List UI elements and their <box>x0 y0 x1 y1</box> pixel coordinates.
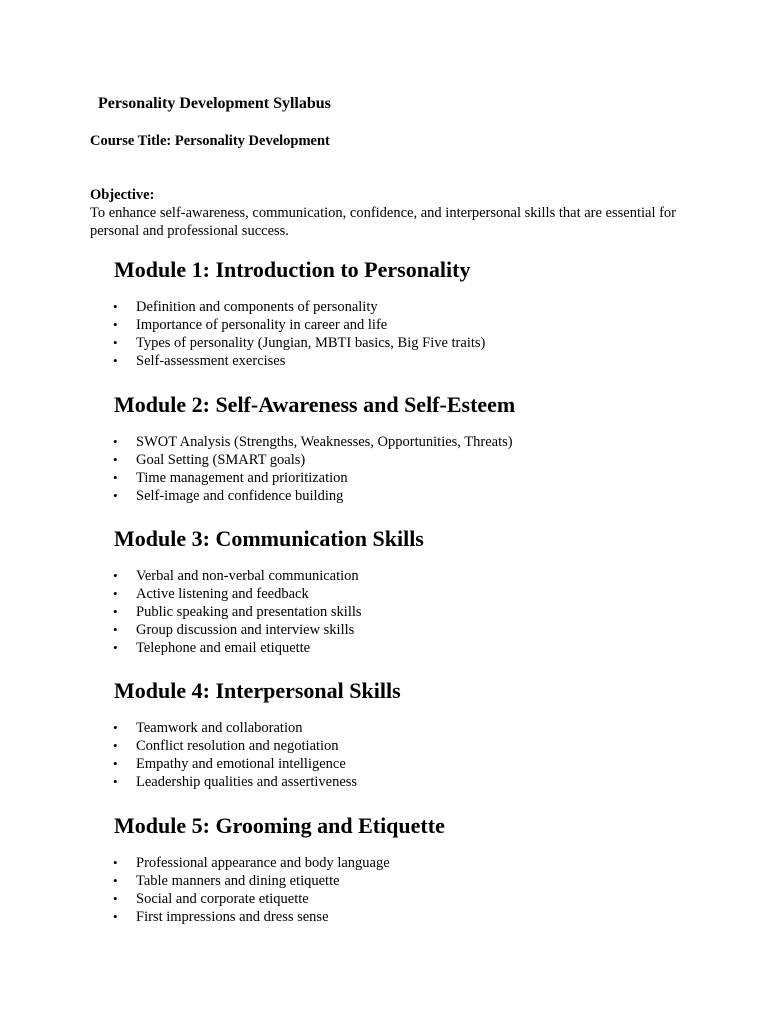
bullet-icon: • <box>113 604 118 619</box>
list-item-text: Social and corporate etiquette <box>136 891 309 907</box>
bullet-icon: • <box>113 855 118 870</box>
list-item-text: Telephone and email etiquette <box>136 640 311 656</box>
list-item <box>114 890 734 908</box>
bullet-icon: • <box>113 335 118 350</box>
list-item-text: Self-assessment exercises <box>136 353 286 369</box>
list-item-text: Public speaking and presentation skills <box>136 604 362 620</box>
list-item-text: Self-image and confidence building <box>136 488 344 504</box>
bullet-icon: • <box>113 738 118 753</box>
list-item <box>114 487 734 505</box>
module-item-list <box>114 433 734 505</box>
list-item-text: Importance of personality in career and life <box>136 317 388 333</box>
list-item <box>114 603 734 621</box>
list-item-text: Professional appearance and body language <box>136 855 390 871</box>
list-item-text: Group discussion and interview skills <box>136 622 355 638</box>
list-item <box>114 469 734 487</box>
list-item <box>114 451 734 469</box>
module-item-list <box>114 719 734 791</box>
objective-text: To enhance self-awareness, communication, confidence, and interpersonal skills that are essential for personal and professional success. <box>90 205 677 239</box>
module-heading: Module 4: Interpersonal Skills <box>114 678 401 703</box>
bullet-icon: • <box>113 488 118 503</box>
module-heading: Module 3: Communication Skills <box>114 526 424 551</box>
list-item-text: SWOT Analysis (Strengths, Weaknesses, Opportunities, Threats) <box>136 434 513 450</box>
list-item-text: First impressions and dress sense <box>136 909 329 925</box>
bullet-icon: • <box>113 891 118 906</box>
list-item <box>114 585 734 603</box>
list-item <box>114 755 734 773</box>
module-section <box>114 525 734 657</box>
list-item <box>114 567 734 585</box>
module-heading: Module 1: Introduction to Personality <box>114 257 471 282</box>
module-heading: Module 5: Grooming and Etiquette <box>114 813 445 838</box>
list-item <box>114 737 734 755</box>
bullet-icon: • <box>113 586 118 601</box>
list-item <box>114 621 734 639</box>
bullet-icon: • <box>113 756 118 771</box>
list-item-text: Empathy and emotional intelligence <box>136 756 346 772</box>
bullet-icon: • <box>113 317 118 332</box>
list-item <box>114 298 734 316</box>
module-section <box>114 256 734 370</box>
list-item-text: Leadership qualities and assertiveness <box>136 774 358 790</box>
list-item-text: Active listening and feedback <box>136 586 309 602</box>
module-item-list <box>114 298 734 370</box>
list-item <box>114 773 734 791</box>
list-item-text: Types of personality (Jungian, MBTI basics, Big Five traits) <box>136 335 486 351</box>
list-item <box>114 316 734 334</box>
list-item-text: Conflict resolution and negotiation <box>136 738 339 754</box>
list-item <box>114 719 734 737</box>
bullet-icon: • <box>113 873 118 888</box>
bullet-icon: • <box>113 622 118 637</box>
module-heading: Module 2: Self-Awareness and Self-Esteem <box>114 392 516 417</box>
bullet-icon: • <box>113 299 118 314</box>
module-section <box>114 677 734 791</box>
bullet-icon: • <box>113 353 118 368</box>
list-item-text: Verbal and non-verbal communication <box>136 568 359 584</box>
bullet-icon: • <box>113 909 118 924</box>
bullet-icon: • <box>113 452 118 467</box>
list-item <box>114 352 734 370</box>
bullet-icon: • <box>113 720 118 735</box>
list-item-text: Time management and prioritization <box>136 470 348 486</box>
list-item-text: Definition and components of personality <box>136 299 378 315</box>
bullet-icon: • <box>113 640 118 655</box>
objective-section <box>90 186 690 240</box>
list-item-text: Table manners and dining etiquette <box>136 873 340 889</box>
list-item <box>114 854 734 872</box>
document-title: Personality Development Syllabus <box>98 95 331 112</box>
list-item <box>114 334 734 352</box>
list-item-text: Goal Setting (SMART goals) <box>136 452 306 468</box>
bullet-icon: • <box>113 774 118 789</box>
module-item-list <box>114 854 734 926</box>
module-item-list <box>114 567 734 657</box>
objective-label: Objective: <box>90 187 155 203</box>
list-item <box>114 433 734 451</box>
list-item <box>114 872 734 890</box>
list-item <box>114 908 734 926</box>
list-item <box>114 639 734 657</box>
module-section <box>114 812 734 926</box>
bullet-icon: • <box>113 434 118 449</box>
bullet-icon: • <box>113 470 118 485</box>
bullet-icon: • <box>113 568 118 583</box>
list-item-text: Teamwork and collaboration <box>136 720 303 736</box>
course-title: Course Title: Personality Development <box>90 133 330 149</box>
module-section <box>114 391 734 505</box>
